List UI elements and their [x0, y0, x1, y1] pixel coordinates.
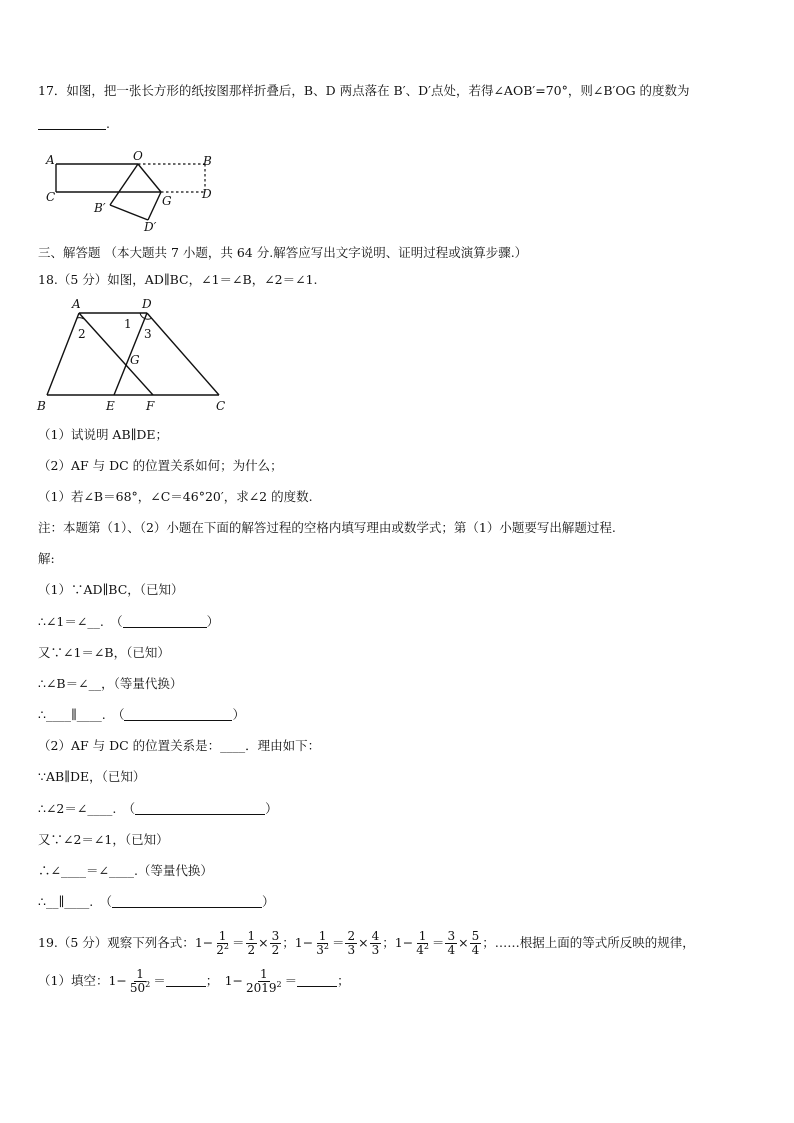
answer-blank[interactable]: [166, 974, 206, 987]
q18-stem: 18.（5 分）如图，AD∥BC，∠1＝∠B，∠2＝∠1.: [38, 272, 318, 287]
answer-blank[interactable]: [38, 117, 106, 130]
q17-answer-line: .: [38, 116, 110, 132]
label-D-prime: D′: [144, 220, 157, 234]
section-3-heading: 三、解答题 （本大题共 7 小题，共 64 分.解答应写出文字说明、证明过程或演算步骤.）: [38, 245, 528, 260]
q18-step-8: ∴∠2＝∠____. （ ）: [38, 801, 278, 816]
label-O: O: [133, 149, 143, 163]
label-B: B: [37, 399, 46, 413]
label-E: E: [106, 399, 115, 413]
label-A: A: [46, 153, 55, 167]
q18-step-7: ∵AB∥DE，（已知）: [38, 769, 146, 784]
q18-part-1: （1）试说明 AB∥DE；: [38, 427, 169, 442]
q18-solution-label: 解:: [38, 551, 55, 566]
label-D: D: [202, 187, 212, 201]
label-F: F: [146, 399, 155, 413]
q18-step-2: ∴∠1＝∠__. （ ）: [38, 614, 220, 629]
q18-step-3: 又∵∠1＝∠B，（已知）: [38, 645, 170, 660]
q18-step-11: ∴__∥____. （ ）: [38, 894, 275, 909]
label-angle-2: 2: [78, 327, 86, 341]
label-C: C: [216, 399, 226, 413]
q18-note: 注：本题第（1）、（2）小题在下面的解答过程的空格内填写理由或数学式；第（1）小题要写出解题过程.: [38, 520, 616, 535]
q18-step-1: （1）∵AD∥BC，（已知）: [38, 582, 184, 597]
q18-step-6: （2）AF 与 DC 的位置关系是：____．理由如下：: [38, 738, 321, 753]
q18-figure: [34, 296, 234, 418]
reason-blank[interactable]: [123, 615, 207, 628]
label-C: C: [46, 190, 56, 204]
reason-blank[interactable]: [135, 802, 265, 815]
label-B: B: [203, 154, 212, 168]
label-G: G: [130, 353, 140, 367]
q18-part-2: （2）AF 与 DC 的位置关系如何；为什么；: [38, 458, 283, 473]
reason-blank[interactable]: [112, 895, 262, 908]
q17-text: 17．如图，把一张长方形的纸按图那样折叠后，B、D 两点落在 B′、D′点处，若得∠AOB′=70°，则∠B′OG 的度数为: [38, 83, 690, 98]
label-G: G: [162, 194, 172, 208]
label-angle-3: 3: [144, 327, 152, 341]
label-B-prime: B′: [94, 201, 106, 215]
reason-blank[interactable]: [124, 708, 232, 721]
answer-blank[interactable]: [297, 974, 337, 987]
q18-step-4: ∴∠B＝∠__，（等量代换）: [38, 676, 183, 691]
q19-stem: 19.（5 分）观察下列各式：1− $\frac{1}{2^2}$ ＝ $\frac{1}{2}$ × $\frac{3}{2}$ ；1− $\frac{1}{3^2}$ ＝ $\frac{2}{3}$ × $\frac{4}{3}$ ；1− $\frac{1}{4^2}$ ＝ $\frac{3}{4}$ × $\frac{5}{4}$ ；……根据上面的等式所反映的规律，: [38, 929, 695, 957]
label-A: A: [72, 297, 81, 311]
label-angle-1: 1: [124, 317, 132, 331]
q18-part-3: （1）若∠B＝68°，∠C＝46°20′，求∠2 的度数.: [38, 489, 313, 504]
q18-step-5: ∴____∥____. （ ）: [38, 707, 245, 722]
q18-step-9: 又∵∠2＝∠1，（已知）: [38, 832, 169, 847]
q18-step-10: ∴∠____＝∠____.（等量代换）: [38, 863, 213, 878]
q17-figure: [40, 148, 230, 236]
label-D: D: [142, 297, 152, 311]
q19-fill: （1）填空：1− $\frac{1}{50^2}$ ＝ ； 1− $\frac{1}{2019^2}$ ＝ ；: [38, 967, 350, 995]
